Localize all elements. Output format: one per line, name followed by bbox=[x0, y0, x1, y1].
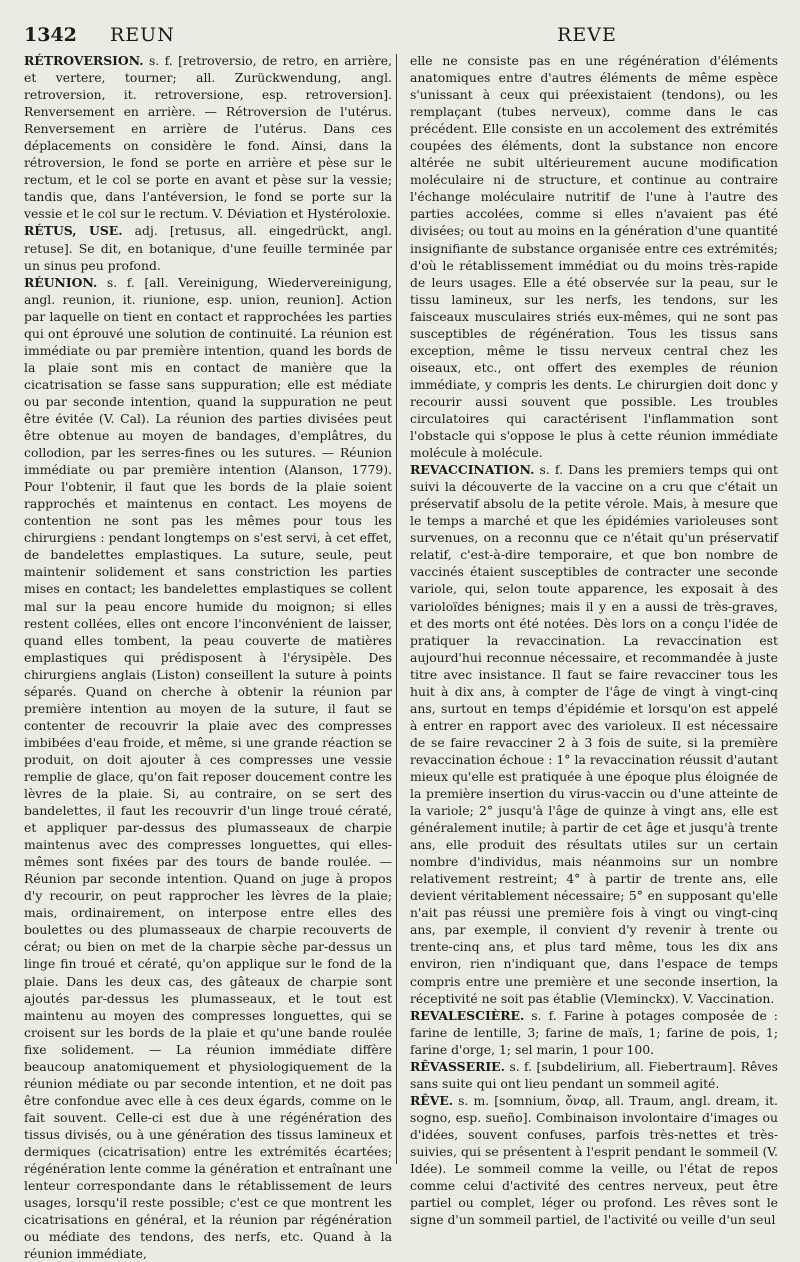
entry-text: s. f. [all. Vereinigung, Wiedervereinigung, angl. reunion, it. riunione, esp. union, reunion]. Action par laquelle on tient en contact et rapprochées les parties qui ont éprouvé une solution de continuité. La réunion est immédiate ou par première intention, quand les bords de la plaie sont mis en contact de manière que la cicatrisation se fasse sans suppuration; elle est médiate ou par seconde intention, quand la suppuration ne peut être évitée (V. Cal). La réunion des parties divisées peut être obtenue au moyen de bandages, d'emplâtres, du collodion, par les serres-fines ou les sutures. — Réunion immédiate ou par première intention (Alanson, 1779). Pour l'obtenir, il faut que les bords de la plaie soient rapprochés et maintenus en contact. Les moyens de contention ne sont pas les mêmes pour tous les chirurgiens : pendant longtemps on s'est servi, à cet effet, de bandelettes emplastiques. La suture, seule, peut maintenir solidement et sans constriction les parties mises en contact; les bandelettes emplastiques se collent mal sur la peau encore humide du moignon; si elles restent collées, elles ont encore l'inconvénient de laisser, quand elles tombent, la peau couverte de matières emplastiques qui prédisposent à l'érysipèle. Des chirurgiens anglais (Liston) conseillent la suture à points séparés. Quand on cherche à obtenir la réunion par première intention au moyen de la suture, il faut se contenter de recouvrir la plaie avec des compresses imbibées d'eau froide, et même, si une grande réaction se produit, on doit ajouter à ces compresses une vessie remplie de glace, qu'on fait reposer doucement contre les lèvres de la plaie. Si, au contraire, on se sert des bandelettes, il faut les recouvrir d'un linge troué cératé, et appliquer par-dessus des plumasseaux de charpie maintenus avec des compresses longuettes, qui elles-mêmes sont fixées par des tours de bande roulée. — Réunion par seconde intention. Quand on juge à propos d'y recourir, on peut rapprocher les lèvres de la plaie; mais, ordinairement, on interpose entre elles des boulettes ou des plumasseaux de charpie recouverts de cérat; ou bien on met de la charpie sèche par-dessus un linge fin troué et cératé, qu'on applique sur le fond de la plaie. Dans les deux cas, des gâteaux de charpie sont ajoutés par-dessus les plumasseaux, et le tout est maintenu au moyen des compresses longuettes, qui se croisent sur les bords de la plaie et qu'une bande roulée fixe solidement. — La réunion immédiate diffère beaucoup anatomiquement et physiologiquement de la réunion médiate ou par seconde intention, et ne doit pas être confondue avec elle à ces deux égards, comme on le fait souvent. Celle-ci est due à une régénération des tissus divisés, ou à une génération des tissus lamineux et dermiques (cicatrisation) entre les extrémités écartées; régénération lente comme la génération et entraînant une lenteur correspondante dans le rétablissement de leurs usages, lorsqu'il reste possible; c'est ce que montrent les cicatrisations en général, et la réunion par régénération ou médiate des tendons, des nerfs, etc. Quand à la réunion immédiate, bbox=[24, 274, 392, 1262]
entry-text: adj. [retusus, all. eingedrückt, angl. retuse]. Se dit, en botanique, d'une feuille terminée par un sinus peu profond. bbox=[24, 223, 393, 273]
headword: RÊVASSERIE. bbox=[410, 1058, 505, 1074]
entry-revalesciere bbox=[410, 1007, 778, 1058]
entry-text: s. f. [subdelirium, all. Fiebertraum]. Rêves sans suite qui ont lieu pendant un sommeil agité. bbox=[410, 1058, 778, 1091]
headword: REVACCINATION. bbox=[410, 462, 535, 478]
running-header bbox=[24, 24, 778, 50]
entry-revasserie bbox=[410, 1058, 778, 1092]
page-number: 1342 bbox=[24, 24, 77, 46]
entry-revaccination bbox=[410, 461, 778, 1007]
entry-reve bbox=[410, 1092, 778, 1228]
right-column bbox=[410, 52, 778, 1262]
headword: RÉTUS, USE. bbox=[24, 223, 123, 239]
left-running-title: REUN bbox=[110, 24, 175, 46]
headword: RÊVE. bbox=[410, 1092, 454, 1108]
entry-text: s. f. [retroversio, de retro, en arrière, et vertere, tourner; all. Zurückwendung, angl. retroversion, it. retroversione, esp. retroversion]. Renversement en arrière. — Rétroversion de l'utérus. Renversement en arrière de l'utérus. Dans ces déplacements on considère le fond. Ainsi, dans la rétroversion, le fond se porte en arrière et pèse sur le rectum, et le col se porte en avant et pèse sur la vessie; tandis que, dans l'antéversion, le fond se porte sur la vessie et le col sur le rectum. V. Déviation et Hystéroloxie. bbox=[24, 53, 392, 222]
entry-retus bbox=[24, 222, 392, 273]
entry-text: elle ne consiste pas en une régénération d'éléments anatomiques entre d'autres éléments de même espèce s'unissant à ceux qui préexistaient (tendons), ou les remplaçant (tubes nerveux), comme dans le cas précédent. Elle consiste en un accolement des extrémités coupées des éléments, dont la substance non encore altérée ne subit ultérieurement aucune modification moléculaire ni de structure, et continue au contraire l'échange moléculaire nutritif de l'une à l'autre des parties accolées, comme si elles n'avaient pas été divisées; ou tout au moins en la génération d'une quantité insignifiante de substance organisée entre ces extrémités; d'où le rétablissement immédiat ou du moins très-rapide de leurs usages. Elle a été observée sur la peau, sur le tissu lamineux, sur les nerfs, les tendons, sur les faisceaux musculaires striés eux-mêmes, qui ne sont pas susceptibles de régénération. Tous les tissus sans exception, même le tissu nerveux central chez les oiseaux, etc., ont offert des exemples de réunion immédiate, y compris les dents. Le chirurgien doit donc y recourir aussi souvent que possible. Les troubles circulatoires qui caractérisent l'inflammation sont l'obstacle qui s'oppose le plus à cette réunion immédiate molécule à molécule. bbox=[410, 53, 778, 461]
entry-reunion bbox=[24, 274, 392, 1262]
column-divider bbox=[396, 54, 397, 1164]
entry-text: s. f. Dans les premiers temps qui ont suivi la découverte de la vaccine on a cru que c'était un préservatif absolu de la petite vérole. Mais, à mesure que le temps a marché et que les épidémies varioleuses sont survenues, on a reconnu que ce n'était qu'un préservatif relatif, c'est-à-dire temporaire, et que bon nombre de vaccinés étaient susceptibles de contracter une seconde variole, qui, selon toute apparence, les exposait à des varioloïdes bénignes; mais il y en a aussi de très-graves, et des morts ont été notées. Dès lors on a conçu l'idée de pratiquer la revaccination. La revaccination est aujourd'hui reconnue nécessaire, et recommandée à juste titre avec insistance. Il faut se faire revacciner tous les huit à dix ans, à compter de l'âge de vingt à vingt-cinq ans, surtout en temps d'épidémie et lorsqu'on est appelé à entrer en rapport avec des varioleux. Il est nécessaire de se faire revacciner 2 à 3 fois de suite, si la première revaccination échoue : 1° la revaccination réussit d'autant mieux qu'elle est pratiquée à une époque plus éloignée de la première insertion du virus-vaccin ou d'une atteinte de la variole; 2° jusqu'à l'âge de quinze à vingt ans, elle est généralement inutile; à partir de cet âge et jusqu'à trente ans, elle produit des résultats utiles sur un certain nombre d'individus, mais néanmoins sur un nombre relativement restreint; 4° à partir de trente ans, elle devient véritablement nécessaire; 5° en supposant qu'elle n'ait pas réussi une première fois à vingt ou vingt-cinq ans, par exemple, il convient d'y revenir à trente ou trente-cinq ans, et plus tard même, tous les dix ans environ, rien n'indiquant que, dans l'espace de temps compris entre une première et une seconde insertion, la réceptivité ne soit pas établie (Vleminckx). V. Vaccination. bbox=[410, 462, 778, 1006]
entry-text: s. m. [somnium, ὄναρ, all. Traum, angl. dream, it. sogno, esp. sueño]. Combinaison involontaire d'images ou d'idées, souvent confuses, parfois très-nettes et très-suivies, qui se présentent à l'esprit pendant le sommeil (V. Idée). Le sommeil comme la veille, ou l'état de repos comme celui d'activité des centres nerveux, peut être partiel ou complet, léger ou profond. Les rêves sont le signe d'un sommeil partiel, de l'activité ou veille d'un seul bbox=[410, 1092, 778, 1228]
entry-retroversion bbox=[24, 52, 392, 222]
headword: RÉUNION. bbox=[24, 274, 98, 290]
right-running-title: REVE bbox=[557, 24, 617, 46]
headword: RÉTROVERSION. bbox=[24, 53, 144, 68]
headword: REVALESCIÈRE. bbox=[410, 1007, 525, 1023]
left-column bbox=[24, 52, 392, 1262]
entry-reunion-continued bbox=[410, 52, 778, 461]
entry-text: s. f. Farine à potages composée de : farine de lentille, 3; farine de maïs, 1; farine de pois, 1; farine d'orge, 1; sel marin, 1 pour 100. bbox=[410, 1007, 778, 1057]
